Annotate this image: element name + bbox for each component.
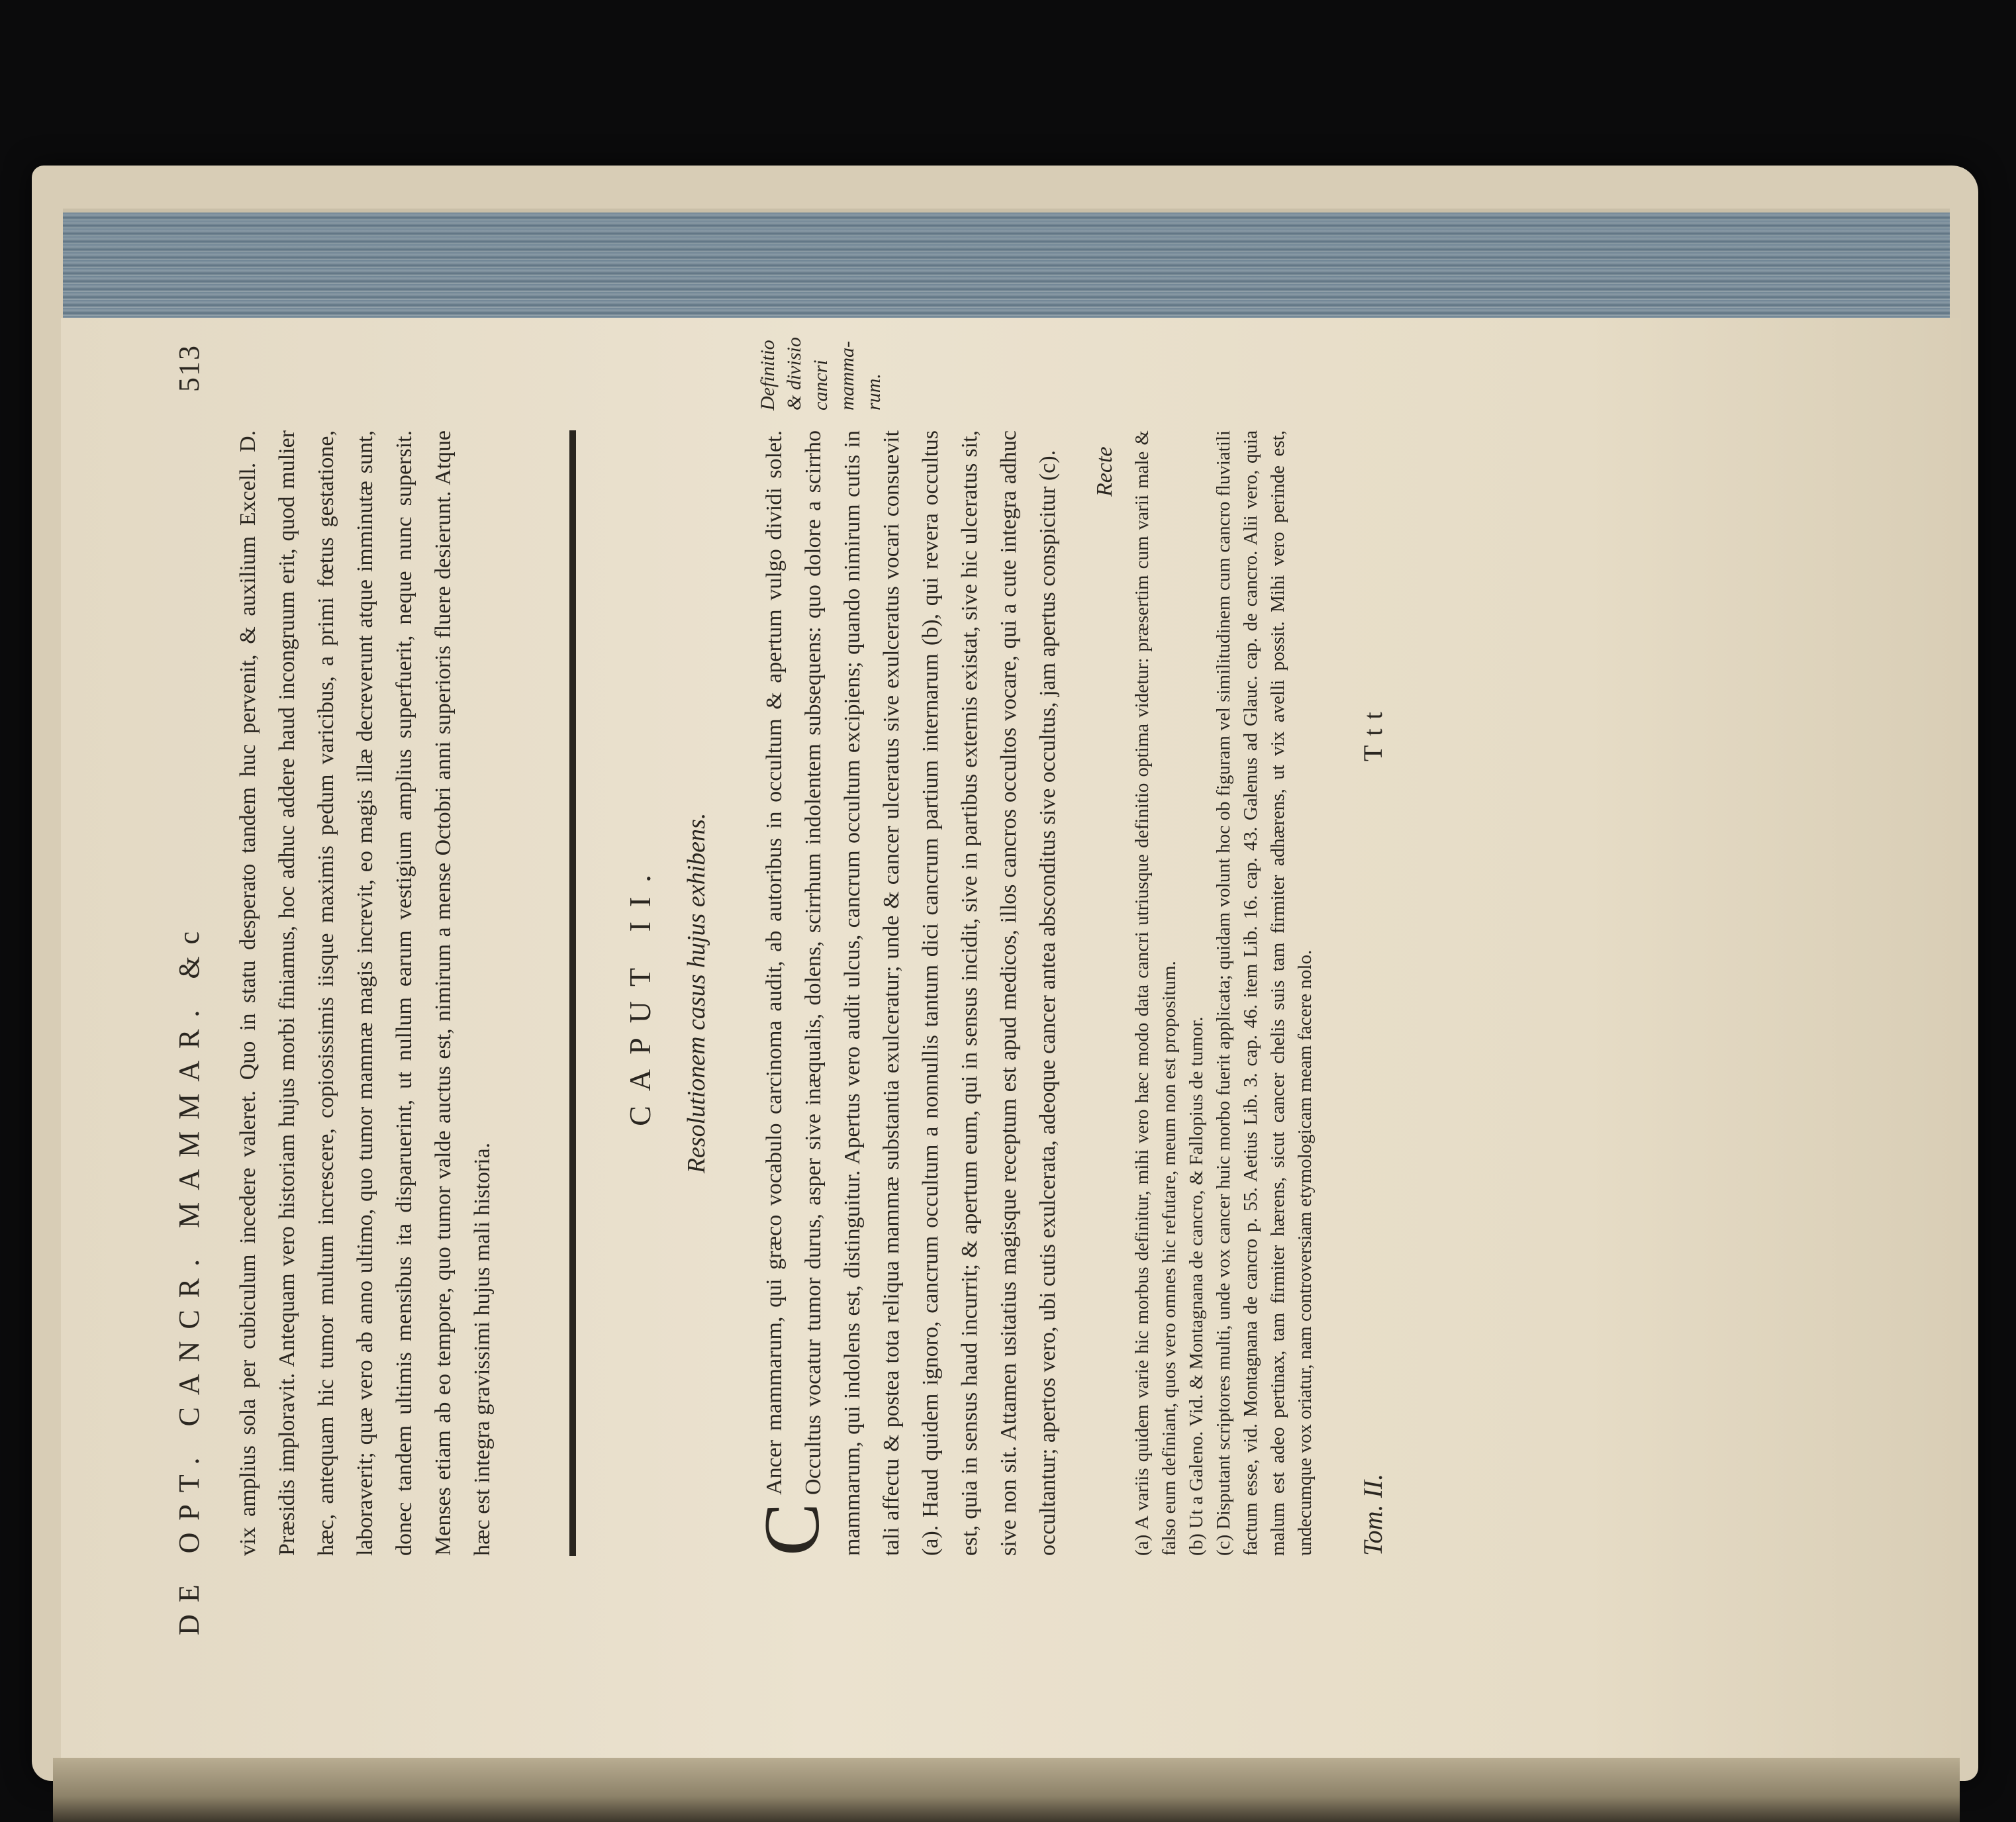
signature-mark: Ttt [1358,702,1388,761]
margin-note-line: mamma- [836,341,858,410]
margin-note-line: cancri [810,360,832,410]
running-header [172,344,225,1635]
volume-label: Tom. II. [1358,1473,1388,1556]
rotated-text-block [172,318,1695,1708]
chapter-title: CAPUT II. [623,860,657,1126]
margin-note-line: & divisio [783,337,805,410]
page-number: 513 [173,344,205,392]
footnote-c: (c) Disputant scriptores multi, unde vox cancer huic morbo fuerit applicata; quidam volunt hoc ob figuram vel similitudinem cum cancro fluviatili factum esse, vid. Montagnana de cancro p. 55. Aetius Lib. 3. cap. 46. item Lib. 16. cap. 43. Galenus ad Glauc. cap. de cancro. Alii vero, quia malum est adeo pertinax, tam firmiter hærens, sicut cancer chelis suis tam firmiter adhærens, ut vix avelli possit. Mihi vero perinde est, undecumque vox oriatur, nam controversiam etymologicam meam facere nolo. [1213,430,1316,1556]
book-gutter [53,1758,1960,1822]
paragraph-2-text: Ancer mammarum, qui græco vocabulo carcinoma audit, ab autoribus in occultum & apertum vulgo dividi solet. Occultus vocatur tumor durus, asper sive inæqualis, dolens, scirrhum indolentem subsequens: quo dolore a scirrho mammarum, qui indolens est, distinguitur. Apertus vero audit ulcus, cancrum occultum excipiens; quando nimirum cutis in tali affectu & postea tota reliqua mammæ substantia exulceratur; unde & cancer ulceratus sive exulceratus vocari consuevit (a). Haud quidem ignoro, cancrum occultum a nonnullis tantum dici cancrum partium internarum (b), qui revera occultus est, quia in sensus haud incurrit; & apertum eum, qui in sensus incidit, sive in partibus externis existat, sive hic ulceratus sit, sive non sit. Attamen usitatius magisque receptum est apud medicos, illos cancros occultos vocare, qui a cute integra adhuc occultantur; apertos vero, ubi cutis exulcerata, adeoque cancer antea absconditus sive occultus, jam apertus conspicitur (c). [762,430,1060,1556]
footnote-a: (a) A variis quidem varie hic morbus definitur, mihi vero hæc modo data cancri utriusque definitio optima videtur: præsertim cum varii male & falso eum definiant, quos vero omnes hic refutare, meum non est propositum. [1131,430,1180,1556]
margin-note-line: Definitio [757,340,779,410]
footnotes [1129,430,1319,1556]
drop-cap: C [747,1502,836,1556]
paragraph-2 [747,430,1067,1556]
margin-note-line: rum. [863,373,885,410]
section-rule [569,430,576,1556]
page-footer [1357,430,1397,1556]
margin-note [755,305,887,410]
running-title: DE OPT. CANCR. MAMMAR. &c [173,919,205,1635]
paragraph-1: vix amplius sola per cubiculum incedere valeret. Quo in statu desperato tandem huc pervenit, & auxilium Excell. D. Præsidis imploravit. Antequam vero historiam hujus morbi finiamus, hoc adhuc addere haud incongruum erit, quod mulier hæc, antequam hic tumor multum increscere, copiosissimis iisque maximis pedum varicibus, a primi fœtus gestatione, laboraverit; quæ vero ab anno ultimo, quo tumor mammæ magis increvit, eo magis illæ decreverunt atque imminutæ sunt, donec tandem ultimis mensibus ita disparuerint, ut nullum earum vestigium amplius superfuerit, neque nunc supersit. Menses etiam ab eo tempore, quo tumor valde auctus est, nimirum a mense Octobri anni superioris fluere desierunt. Atque hæc est integra gravissimi hujus mali historia. [236,430,495,1556]
catchword: Recte [1092,446,1117,497]
chapter-subtitle: Resolutionem casus hujus exhibens. [683,812,710,1174]
footnote-b: (b) Ut a Galeno. Vid. & Montagnana de cancro, & Fallopius de tumor. [1186,1016,1207,1556]
